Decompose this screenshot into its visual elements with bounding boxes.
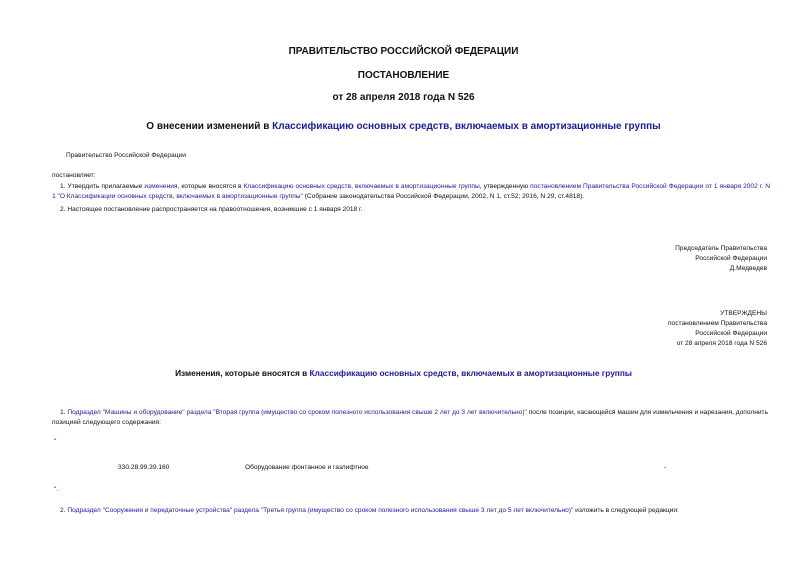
change-1-rest: после позиции, касающейся машин для измельчения и нарезания, дополнить позицией следующего содержания: xyxy=(52,409,769,426)
item-1-text-b: , которые вносятся в xyxy=(177,183,244,190)
item-1-text-d: (Собрание законодательства Российской Федерации, 2002, N 1, ст.52; 2016, N 29, ст.4818). xyxy=(302,193,585,200)
change-2-num: 2. xyxy=(60,507,68,514)
org-heading: ПРАВИТЕЛЬСТВО РОССИЙСКОЙ ФЕДЕРАЦИИ xyxy=(288,46,519,57)
approval-line-3: Российской Федерации xyxy=(695,330,767,337)
document-title xyxy=(0,121,807,132)
subsection-structures-link[interactable]: Подраздел "Сооружения и передаточные устройства" раздела "Третья группа (имущество со сроком полезного использования свыше 3 лет до 5 лет включительно)" xyxy=(67,507,574,514)
changes-title-prefix: Изменения, которые вносятся в xyxy=(175,368,310,378)
row-code: 330.28.99.39.160 xyxy=(118,464,170,471)
change-paragraph-2 xyxy=(60,506,768,516)
signature-line-3: Д.Медведев xyxy=(729,265,767,272)
signature-block xyxy=(675,244,767,274)
item-1 xyxy=(52,182,770,202)
changes-title xyxy=(0,368,807,378)
item-2: 2. Настоящее постановление распространяется на правоотношения, возникшие с 1 января 2018 г. xyxy=(60,206,363,213)
approval-line-2: постановлением Правительства xyxy=(667,320,767,327)
item-1-text-a: 1. Утвердить прилагаемые xyxy=(60,183,145,190)
row-note: - xyxy=(664,464,667,471)
government-text: Правительство Российской Федерации xyxy=(66,152,186,159)
quote-close: ". xyxy=(54,486,59,493)
approval-block xyxy=(668,309,767,349)
classification-link[interactable]: Классификацию основных средств, включаемых в амортизационные группы xyxy=(243,183,480,190)
item-1-text-c: , утвержденную xyxy=(479,183,531,190)
row-name: Оборудование фонтанное и газлифтное xyxy=(245,464,369,471)
title-classification-link[interactable]: Классификацию основных средств, включаемых в амортизационные группы xyxy=(272,121,661,132)
title-prefix: О внесении изменений в xyxy=(146,121,273,132)
date-heading: от 28 апреля 2018 года N 526 xyxy=(332,92,475,103)
change-paragraph-1 xyxy=(52,408,768,428)
signature-line-1: Председатель Правительства xyxy=(675,245,767,252)
changes-title-link[interactable]: Классификацию основных средств, включаемых в амортизационные группы xyxy=(309,368,632,378)
signature-line-2: Российской Федерации xyxy=(695,255,767,262)
subsection-machines-link[interactable]: Подраздел "Машины и оборудование" раздела "Вторая группа (имущество со сроком полезного использования свыше 2 лет до 3 лет включительно)" xyxy=(67,409,527,416)
decrees-text: постановляет: xyxy=(52,172,96,179)
decree-link[interactable]: постановлением Правительства Российской Федерации от 1 января 2002 г. N 1 "О Классификации основных средств, включаемых в амортизационные группы" xyxy=(52,183,770,200)
approval-line-1: УТВЕРЖДЕНЫ xyxy=(720,310,767,317)
changes-link[interactable]: изменения xyxy=(144,183,178,190)
doc-type-heading: ПОСТАНОВЛЕНИЕ xyxy=(357,70,450,81)
change-2-rest: изложить в следующей редакции: xyxy=(573,507,679,514)
approval-line-4: от 28 апреля 2018 года N 526 xyxy=(676,340,767,347)
quote-open: " xyxy=(54,438,57,445)
change-1-num: 1. xyxy=(60,409,68,416)
